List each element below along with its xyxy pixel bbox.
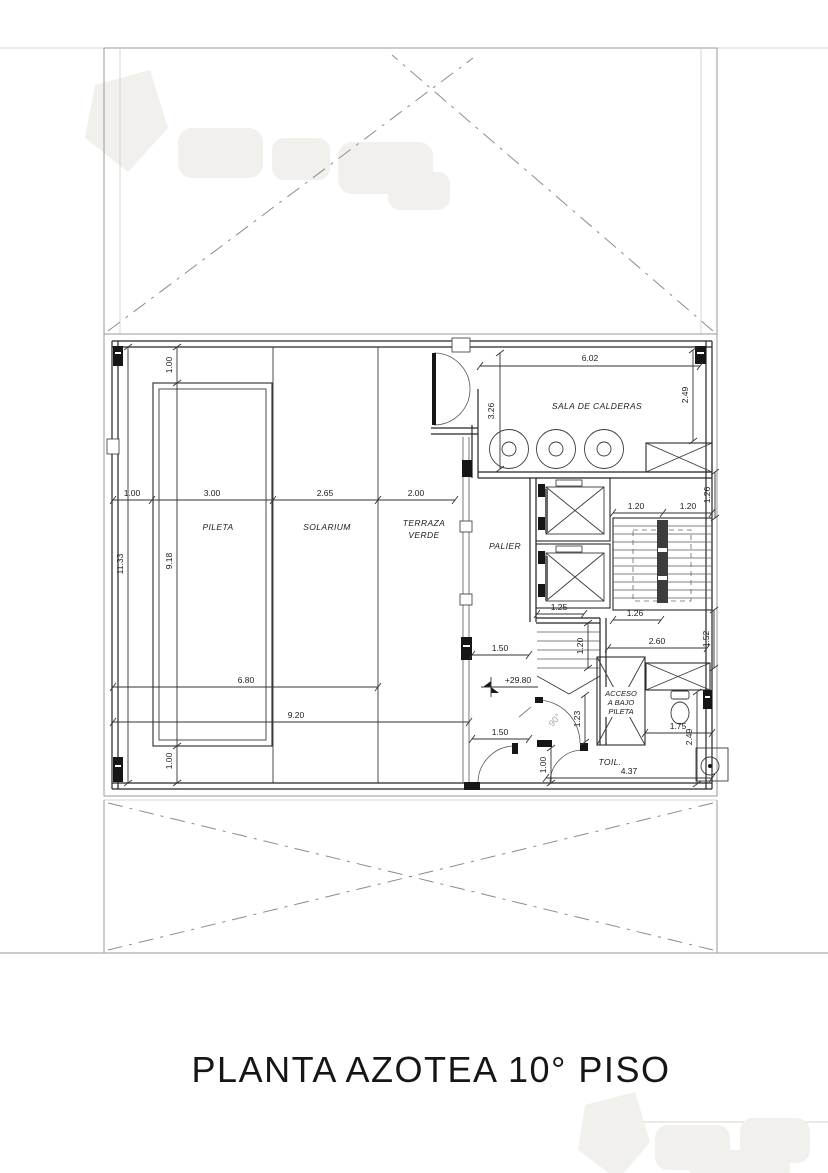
dim-label: 1.50 — [491, 727, 509, 737]
dim-palier-lower — [469, 727, 532, 743]
dim-palier-upper — [469, 643, 532, 659]
dim-label: 2.49 — [680, 386, 690, 404]
dim-label: 1.00 — [164, 356, 174, 374]
dim-label: 4.37 — [620, 766, 638, 776]
room-label-toilet: TOIL. — [598, 757, 622, 767]
drawing-title: PLANTA AZOTEA 10° PISO — [191, 1049, 671, 1090]
dim-toilet-depth — [684, 689, 701, 787]
watermark-logo-bottom — [578, 1092, 828, 1173]
wall-column — [107, 439, 119, 454]
dim-label: 1.20 — [627, 501, 645, 511]
room-label-solarium: SOLARIUM — [303, 522, 351, 532]
dim-chain-top — [110, 488, 458, 504]
dim-label: 1.00 — [123, 488, 141, 498]
staircase-upper — [613, 518, 712, 610]
dim-calderas-width — [477, 353, 703, 370]
air-shaft-lower — [646, 663, 710, 690]
dim-chain-pool — [164, 344, 181, 786]
dim-label: 3.26 — [486, 402, 496, 420]
dim-label: 2.65 — [316, 488, 334, 498]
watermark-logo-top — [85, 70, 450, 210]
boiler-3 — [585, 430, 624, 469]
dim-stair-flights — [610, 501, 715, 517]
dim-landing-depth — [575, 620, 592, 671]
dim-label: 1.26 — [702, 486, 712, 504]
staircase-lower — [536, 618, 606, 745]
dim-deck-a — [110, 675, 381, 691]
dim-label: 9.20 — [287, 710, 305, 720]
toilet-zone — [646, 663, 728, 781]
dim-hall-width — [605, 636, 710, 652]
door-jamb — [452, 338, 470, 352]
elevator-block — [530, 478, 610, 622]
dim-label: 11.33 — [115, 553, 125, 575]
dim-label: 3.00 — [203, 488, 221, 498]
dim-label: 1.23 — [572, 710, 582, 728]
double-door — [432, 353, 470, 425]
dim-calderas-shaft — [680, 347, 697, 444]
dim-label: 1.26 — [626, 608, 644, 618]
dim-label: 1.50 — [491, 643, 509, 653]
lower-lot-projection — [0, 800, 828, 953]
dim-calderas-depth — [486, 350, 504, 472]
acceso-bajo-pileta-shaft — [597, 657, 645, 745]
room-label-acceso: PILETA — [608, 707, 634, 716]
dim-label: 9.18 — [164, 552, 174, 570]
level-marker — [481, 675, 538, 697]
lot-diagonal-line — [108, 803, 713, 950]
wc-toilet — [671, 691, 689, 724]
dim-label: 1.52 — [701, 630, 711, 648]
dim-label: 6.02 — [581, 353, 599, 363]
floor-plan — [104, 334, 728, 796]
room-label-calderas: SALA DE CALDERAS — [551, 401, 643, 411]
dim-deck-b — [110, 710, 472, 726]
room-label-acceso: ACCESO — [605, 689, 637, 698]
room-label-terraza: VERDE — [408, 530, 440, 540]
dim-toilet-width — [642, 721, 715, 737]
level-label: +29.80 — [504, 675, 532, 685]
dim-label: 2.49 — [684, 728, 694, 746]
boiler-1 — [490, 430, 529, 469]
dim-label: 1.20 — [679, 501, 697, 511]
boiler-2 — [537, 430, 576, 469]
dim-label: 1.00 — [164, 752, 174, 770]
dim-label: 1.75 — [669, 721, 687, 731]
air-shaft-upper — [646, 443, 712, 472]
palier-walls — [431, 428, 478, 783]
elevator-shaft-2 — [536, 544, 610, 608]
door-angle-label: 90° — [546, 711, 564, 729]
dim-label: 6.80 — [237, 675, 255, 685]
dim-stair-side — [701, 607, 718, 671]
elevator-shaft-1 — [536, 478, 610, 541]
room-label-acceso: A BAJO — [607, 698, 635, 707]
dim-lower-flight — [572, 692, 589, 745]
dim-landing-width — [534, 602, 587, 618]
dim-label: 2.00 — [407, 488, 425, 498]
room-label-palier: PALIER — [488, 541, 522, 551]
dim-toilet-hall — [543, 766, 715, 782]
door-toilet — [550, 743, 588, 783]
dim-label: 1.00 — [538, 756, 548, 774]
dim-label: 1.25 — [550, 602, 568, 612]
dim-label: 1.20 — [575, 637, 585, 655]
dim-label: 2.60 — [648, 636, 666, 646]
room-label-terraza: TERRAZA — [402, 518, 446, 528]
dim-door-width — [538, 745, 555, 786]
room-label-pileta: PILETA — [202, 522, 234, 532]
